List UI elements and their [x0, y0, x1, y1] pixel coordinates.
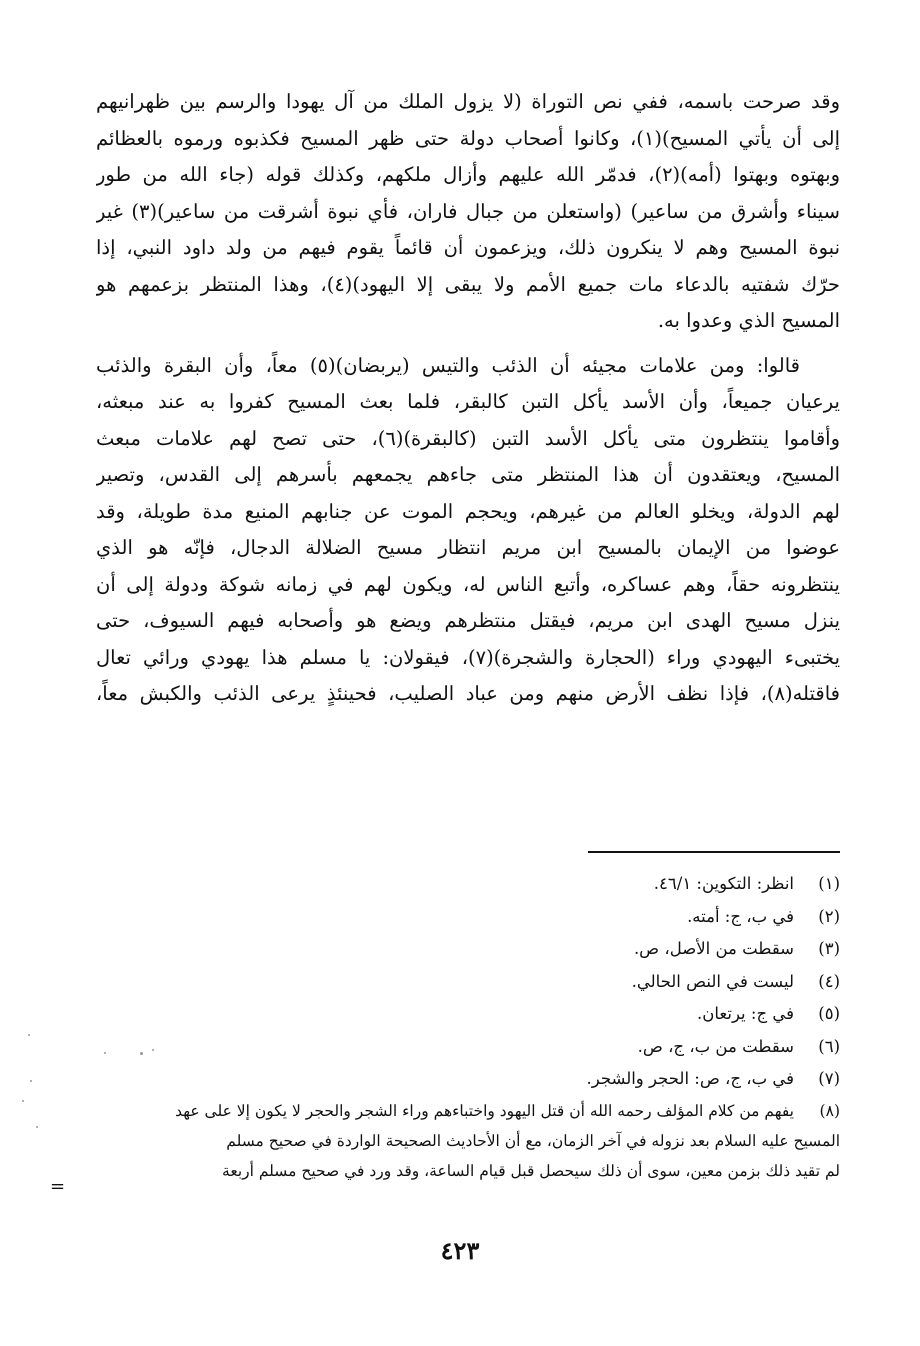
paragraph-1: [96, 84, 840, 340]
footnote-number: (٢): [818, 906, 840, 926]
footnote-number: (٣): [818, 939, 840, 958]
text-line: يرعيان جميعاً، وأن الأسد يأكل التبن كالبقر، فلما بعث المسيح كفروا به عند مبعثه،: [96, 390, 840, 413]
scan-speck: [36, 1126, 38, 1128]
footnote-separator: [588, 851, 840, 853]
scan-speck: [140, 1052, 143, 1055]
footnote-3: [96, 933, 840, 966]
footnote-number: (٤): [818, 971, 840, 991]
footnote-8: [96, 1096, 840, 1186]
footnote-line: المسيح عليه السلام بعد نزوله في آخر الزمان، مع أن الأحاديث الصحيحة الواردة في صحيح مسلم: [226, 1131, 840, 1150]
text-line: نبوة المسيح وهم لا ينكرون ذلك، ويزعمون أن قائماً يقوم فيهم من ولد داود النبي، إذا: [96, 236, 840, 259]
footnote-text: في ب، ج، ص: الحجر والشجر.: [586, 1069, 794, 1088]
footnote-7: [96, 1063, 840, 1096]
footnote-5: [96, 998, 840, 1031]
paragraph-2: [96, 348, 840, 713]
continuation-mark: =: [50, 1176, 66, 1197]
text-line: لهم الدولة، ويخلو العالم من غيرهم، ويحجم الموت عن جنابهم المنيع مدة طويلة، وقد: [96, 499, 840, 523]
scan-speck: [152, 1049, 154, 1051]
footnote-1: [96, 868, 840, 901]
footnote-number: (٦): [818, 1036, 840, 1056]
footnote-text: انظر: التكوين: ٤٦/١.: [653, 874, 794, 893]
scan-speck: [30, 1080, 32, 1082]
scan-speck: [104, 1052, 106, 1054]
text-line: ينزل مسيح الهدى ابن مريم، فيقتل منتظرهم ويضع هو وأصحابه فيهم السيوف، حتى: [96, 609, 840, 632]
footnote-number: (٧): [818, 1069, 840, 1088]
page-number: ٤٢٣: [440, 1236, 480, 1265]
text-line: وقد صرحت باسمه، ففي نص التوراة (لا يزول الملك من آل يهودا والرسم بين ظهرانيهم: [96, 90, 840, 113]
footnote-4: [96, 966, 840, 999]
footnote-text: يفهم من كلام المؤلف رحمه الله أن قتل اليهود واختباءهم وراء الشجر والحجر لا يكون إلا على عهد: [175, 1101, 794, 1120]
text-line: فاقتله(٨)، فإذا نظف الأرض منهم ومن عباد الصليب، فحينئذٍ يرعى الذئب والكبش معاً،: [96, 682, 840, 705]
footnote-number: (٨): [819, 1101, 840, 1120]
text-line: قالوا: ومن علامات مجيئه أن الذئب والتيس (يربضان)(٥) معاً، وأن البقرة والذئب: [96, 353, 800, 377]
footnote-2: [96, 901, 840, 934]
scan-speck: [22, 1100, 24, 1102]
main-text: [96, 84, 840, 713]
text-line: المسيح، ويعتقدون أن هذا المنتظر متى جاءهم يجمعهم بأسرهم إلى القدس، وتصير: [96, 463, 840, 486]
text-line: ينتظرونه حقاً، وهم عساكره، وأتبع الناس له، ويكون لهم في زمانه شوكة ودولة إلى أن: [96, 572, 840, 596]
footnote-text: سقطت من الأصل، ص.: [633, 939, 794, 958]
footnote-6: [96, 1031, 840, 1064]
text-line: حرّك شفتيه بالدعاء مات جميع الأمم ولا يبقى إلا اليهود)(٤)، وهذا المنتظر بزعمهم هو: [96, 272, 840, 296]
text-line: سيناء وأشرق من ساعير) (واستعلن من جبال فاران، فأي نبوة أشرقت من ساعير)(٣) غير: [96, 199, 840, 223]
text-line: إلى أن يأتي المسيح)(١)، وكانوا أصحاب دولة حتى ظهر المسيح فكذبوه ورموه بالعظائم: [96, 126, 840, 150]
text-line: وأقاموا ينتظرون متى يأكل الأسد التبن (كالبقرة)(٦)، حتى تصح لهم علامات مبعث: [96, 426, 840, 450]
footnote-line: لم تقيد ذلك بزمن معين، سوى أن ذلك سيحصل قبل قيام الساعة، وقد ورد في صحيح مسلم أربعة: [222, 1161, 840, 1180]
footnote-number: (٥): [818, 1004, 840, 1023]
footnote-number: (١): [818, 874, 840, 893]
footnote-text: ليست في النص الحالي.: [631, 971, 794, 991]
text-line: المسيح الذي وعدوا به.: [657, 309, 840, 332]
footnotes: [96, 868, 840, 1186]
footnote-text: في ب، ج: أمته.: [687, 906, 794, 926]
text-line: عوضوا من الإيمان بالمسيح ابن مريم انتظار مسيح الضلالة الدجال، فإنّه هو الذي: [96, 536, 840, 559]
scan-speck: [28, 1034, 30, 1036]
text-line: يختبىء اليهودي وراء (الحجارة والشجرة)(٧)، فيقولان: يا مسلم هذا يهودي ورائي تعال: [96, 645, 840, 669]
footnote-text: سقطت من ب، ج، ص.: [637, 1036, 794, 1056]
text-line: وبهتوه وبهتوا (أمه)(٢)، فدمّر الله عليهم وأزال ملكهم، وكذلك قوله (جاء الله من طور: [96, 163, 840, 186]
footnote-line: [96, 1096, 840, 1126]
footnote-text: في ج: يرتعان.: [697, 1004, 794, 1023]
